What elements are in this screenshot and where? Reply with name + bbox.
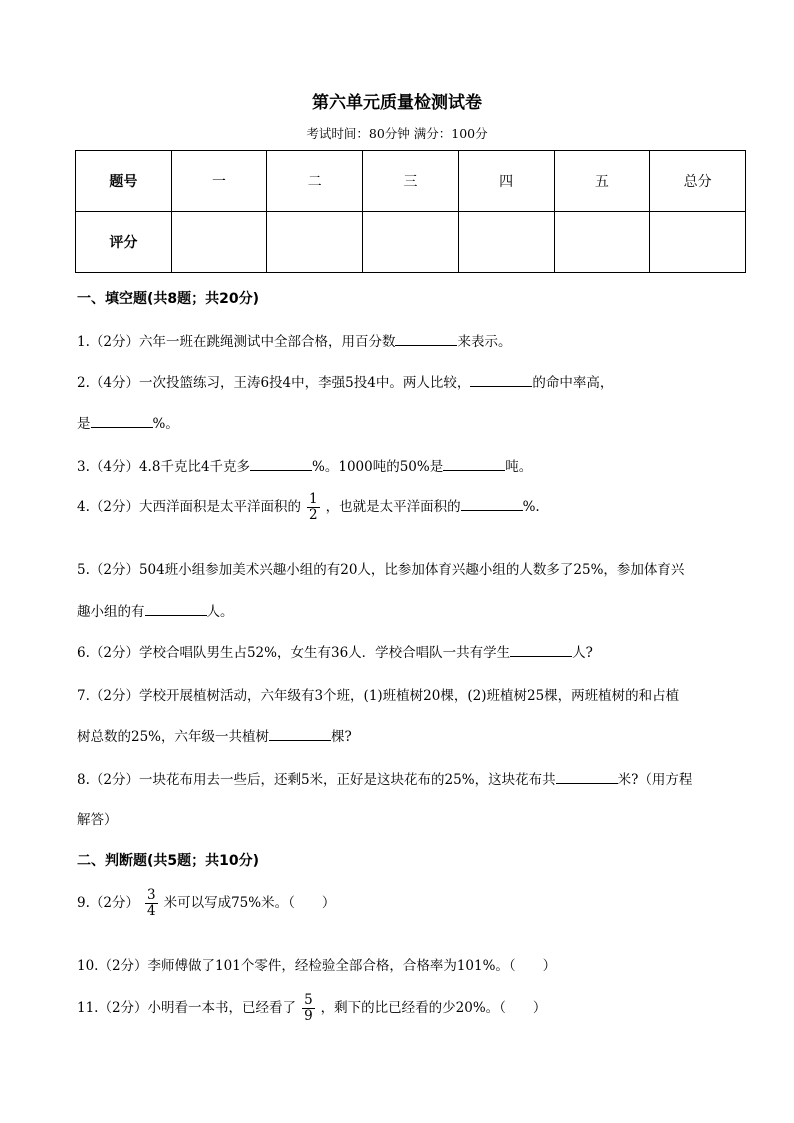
question-7: 7.（2分）学校开展植树活动，六年级有3个班，(1)班植树20棵，(2)班植树25棵，两班植树的和占植: [77, 688, 680, 704]
answer-blank: [145, 601, 207, 616]
score-table-header-row: [76, 151, 746, 212]
question-3: 3.（4分）4.8千克比4千克多 %。1000吨的50%是 吨。: [77, 455, 532, 475]
score-cell-header: 三: [363, 151, 459, 212]
score-table: [75, 150, 746, 273]
question-4: 4.（2分）大西洋面积是太平洋面积的 $\frac{1}{2}$ ，也就是太平洋面积的 %.: [77, 491, 540, 523]
question-1: 1.（2分）六年一班在跳绳测试中全部合格，用百分数 来表示。: [77, 330, 511, 350]
fraction: $\frac{1}{2}$: [308, 491, 318, 523]
question-5-continued: 趣小组的有 人。: [77, 600, 234, 620]
answer-blank: [395, 331, 457, 346]
fraction: $\frac{3}{4}$: [146, 887, 156, 919]
score-cell-header: 五: [554, 151, 650, 212]
question-11: 11.（2分）小明看一本书，已经看了 $\frac{5}{9}$ ，剩下的比已经看的少20%。（ ）: [77, 992, 547, 1024]
question-8: 8.（2分）一块花布用去一些后，还剩5米，正好是这块花布的25%，这块花布共 米?（用方程: [77, 768, 692, 788]
fraction: $\frac{5}{9}$: [304, 992, 313, 1024]
answer-blank: [91, 413, 153, 428]
question-5: 5.（2分）504班小组参加美术兴趣小组的有20人，比参加体育兴趣小组的人数多了25%，参加体育兴: [77, 562, 685, 578]
question-9: 9.（2分） $\frac{3}{4}$ 米可以写成75%米。（ ）: [77, 887, 336, 919]
answer-blank: [461, 496, 523, 511]
score-cell-empty: [267, 212, 363, 273]
score-cell-empty: [554, 212, 650, 273]
answer-blank: [443, 456, 505, 471]
score-cell-label: 评分: [76, 212, 172, 273]
answer-blank: [470, 372, 532, 387]
score-cell-empty: [458, 212, 554, 273]
section-heading-fill-blank: 一、填空题(共8题；共20分): [77, 291, 260, 307]
score-cell-header: 二: [267, 151, 363, 212]
score-cell-empty: [650, 212, 746, 273]
score-cell-header: 四: [458, 151, 554, 212]
score-table-score-row: [76, 212, 746, 273]
question-8-continued: 解答）: [77, 812, 118, 828]
question-6: 6.（2分）学校合唱队男生占52%，女生有36人．学校合唱队一共有学生 人?: [77, 641, 593, 661]
answer-blank: [269, 726, 331, 741]
score-cell-header: 一: [171, 151, 267, 212]
score-cell-header: 总分: [650, 151, 746, 212]
answer-blank: [556, 769, 618, 784]
score-cell-empty: [363, 212, 459, 273]
page-title: 第六单元质量检测试卷: [312, 93, 482, 113]
answer-blank: [250, 456, 312, 471]
question-2-continued: 是 %。: [77, 412, 179, 432]
answer-blank: [510, 642, 572, 657]
section-heading-true-false: 二、判断题(共5题；共10分): [77, 853, 260, 869]
question-2: 2.（4分）一次投篮练习，王涛6投4中，李强5投4中。两人比较， 的命中率高，: [77, 371, 613, 391]
exam-info: 考试时间：80分钟 满分：100分: [306, 126, 488, 141]
score-cell-empty: [171, 212, 267, 273]
question-7-continued: 树总数的25%，六年级一共植树 棵?: [77, 725, 352, 745]
score-cell-label: 题号: [76, 151, 172, 212]
question-10: 10.（2分）李师傅做了101个零件，经检验全部合格，合格率为101%。（ ）: [77, 958, 557, 974]
